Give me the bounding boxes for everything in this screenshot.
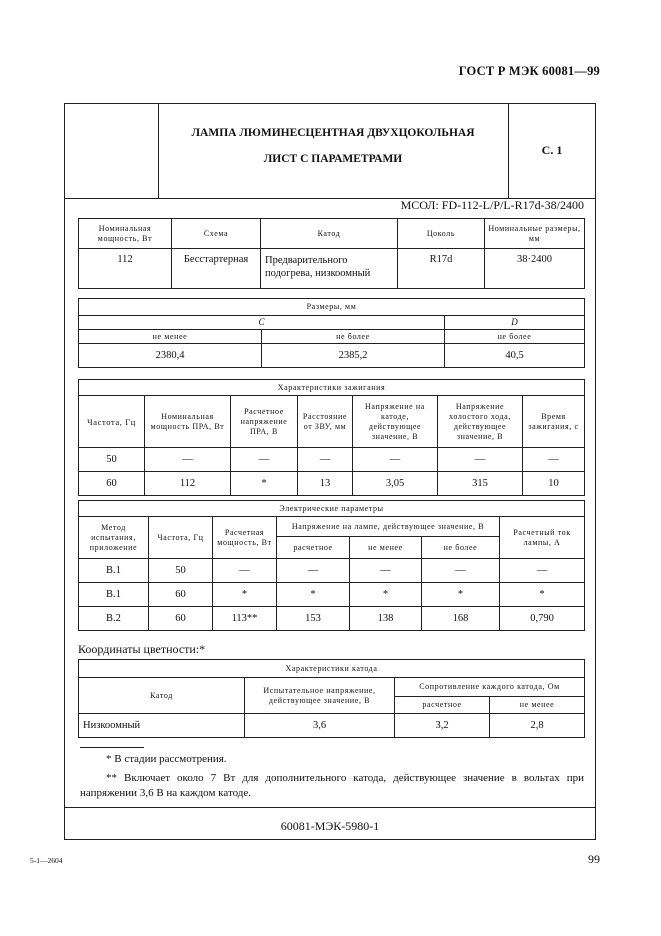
el-sub-min: не менее	[350, 537, 422, 559]
table-row	[79, 472, 585, 496]
ign-header-ballast-voltage: Расчетное напряжение ПРА, В	[231, 396, 298, 448]
table-row	[79, 583, 585, 607]
table-cell: 168	[422, 607, 500, 631]
ign-header-open-circuit: Напряжение холостого хода, действующее значение, В	[438, 396, 523, 448]
print-code: 5-1—2604	[30, 856, 63, 865]
main-params-table	[78, 218, 585, 289]
header-power: Номинальная мощность, Вт	[79, 219, 172, 249]
lamp-designation: МСОЛ: FD-112-L/P/L-R17d-38/2400	[400, 198, 584, 212]
table-row	[79, 714, 585, 738]
electrical-title: Электрические параметры	[79, 501, 585, 517]
table-cell: B.1	[79, 583, 149, 607]
page-number: 99	[588, 852, 600, 866]
ignition-table	[78, 379, 585, 496]
table-cell: —	[500, 559, 585, 583]
table-cell: 60	[149, 583, 213, 607]
footnote-1: * В стадии рассмотрения.	[106, 753, 227, 765]
table-cell: —	[213, 559, 277, 583]
standard-header: ГОСТ Р МЭК 60081—99	[458, 64, 600, 78]
table-cell: B.2	[79, 607, 149, 631]
table-cell: 153	[277, 607, 350, 631]
cell-scheme: Бесстартерная	[172, 249, 261, 289]
table-cell: —	[438, 448, 523, 472]
ignition-title: Характеристики зажигания	[79, 380, 585, 396]
footnote-separator	[80, 747, 144, 748]
table-cell: 315	[438, 472, 523, 496]
dimensions-table	[78, 298, 585, 368]
d-max-value: 40,5	[445, 344, 585, 368]
el-sub-max: не более	[422, 537, 500, 559]
table-cell: 138	[350, 607, 422, 631]
el-sub-rated: расчетное	[277, 537, 350, 559]
header-dimensions: Номинальные размеры, мм	[485, 219, 585, 249]
table-cell: 60	[149, 607, 213, 631]
cell-base: R17d	[398, 249, 485, 289]
sub-header-min: не менее	[79, 330, 262, 344]
cat-header-test-voltage: Испытательное напряжение, действующее значение, В	[245, 678, 395, 714]
dimension-c-label: C	[79, 316, 445, 330]
table-cell: B.1	[79, 559, 149, 583]
ign-header-ballast-power: Номинальная мощность ПРА, Вт	[145, 396, 231, 448]
min-resistance-cell: 2,8	[490, 714, 585, 738]
test-voltage-cell: 3,6	[245, 714, 395, 738]
table-cell: —	[353, 448, 438, 472]
ign-header-frequency: Частота, Гц	[79, 396, 145, 448]
table-cell: 113**	[213, 607, 277, 631]
cat-header-cathode: Катод	[79, 678, 245, 714]
table-cell: *	[350, 583, 422, 607]
header-cathode: Катод	[261, 219, 398, 249]
cathode-title: Характеристики катода	[79, 660, 585, 678]
table-cell: —	[350, 559, 422, 583]
header-scheme: Схема	[172, 219, 261, 249]
ign-header-cathode-voltage: Напряжение на катоде, действующее значение, В	[353, 396, 438, 448]
cat-sub-rated: расчетное	[395, 697, 490, 714]
table-cell: 50	[79, 448, 145, 472]
cell-dimensions: 38·2400	[485, 249, 585, 289]
table-row	[79, 448, 585, 472]
sheet-number: С. 1	[541, 143, 563, 157]
chromaticity-label: Координаты цветности:*	[78, 642, 206, 656]
dimensions-title: Размеры, мм	[79, 299, 585, 316]
sub-header-max: не более	[262, 330, 445, 344]
cathode-type-cell: Низкоомный	[79, 714, 245, 738]
rated-resistance-cell: 3,2	[395, 714, 490, 738]
ign-header-distance: Расстояние от ЗВУ, мм	[298, 396, 353, 448]
table-cell: 10	[523, 472, 585, 496]
table-cell: 0,790	[500, 607, 585, 631]
table-cell: 13	[298, 472, 353, 496]
table-row	[79, 559, 585, 583]
ign-header-time: Время зажигания, с	[523, 396, 585, 448]
title-divider-left	[158, 103, 159, 199]
sub-header-d-max: не более	[445, 330, 585, 344]
table-cell: —	[277, 559, 350, 583]
table-cell: —	[231, 448, 298, 472]
header-base: Цоколь	[398, 219, 485, 249]
table-cell: —	[145, 448, 231, 472]
table-row	[79, 607, 585, 631]
lamp-title: ЛАМПА ЛЮМИНЕСЦЕНТНАЯ ДВУХЦОКОЛЬНАЯ	[191, 127, 475, 139]
table-cell: *	[213, 583, 277, 607]
cell-cathode: Предварительного подогрева, низкоомный	[261, 249, 398, 289]
cathode-table	[78, 659, 585, 738]
c-min-value: 2380,4	[79, 344, 262, 368]
footer-rule	[64, 807, 596, 808]
table-cell: 112	[145, 472, 231, 496]
sheet-code: 60081-МЭК-5980-1	[280, 819, 380, 833]
table-cell: —	[523, 448, 585, 472]
electrical-table	[78, 500, 585, 631]
el-header-power: Расчетная мощность, Вт	[213, 517, 277, 559]
footnote-2: ** Включает около 7 Вт для дополнительного катода, действующее значение в вольтах при напряжении 3,6 В на каждом катоде.	[80, 772, 584, 799]
el-header-method: Метод испытания, приложение	[79, 517, 149, 559]
table-cell: *	[277, 583, 350, 607]
cat-header-resistance: Сопротивление каждого катода, Ом	[395, 678, 585, 697]
el-header-current: Расчетный ток лампы, А	[500, 517, 585, 559]
table-cell: 3,05	[353, 472, 438, 496]
cell-power: 112	[79, 249, 172, 289]
el-header-lamp-voltage: Напряжение на лампе, действующее значение, В	[277, 517, 500, 537]
table-cell: —	[298, 448, 353, 472]
table-cell: 50	[149, 559, 213, 583]
sheet-title: ЛИСТ С ПАРАМЕТРАМИ	[263, 153, 403, 165]
table-cell: *	[422, 583, 500, 607]
table-cell: *	[500, 583, 585, 607]
dimension-d-label: D	[445, 316, 585, 330]
table-cell: 60	[79, 472, 145, 496]
el-header-frequency: Частота, Гц	[149, 517, 213, 559]
table-cell: *	[231, 472, 298, 496]
table-cell: —	[422, 559, 500, 583]
cat-sub-min: не менее	[490, 697, 585, 714]
c-max-value: 2385,2	[262, 344, 445, 368]
